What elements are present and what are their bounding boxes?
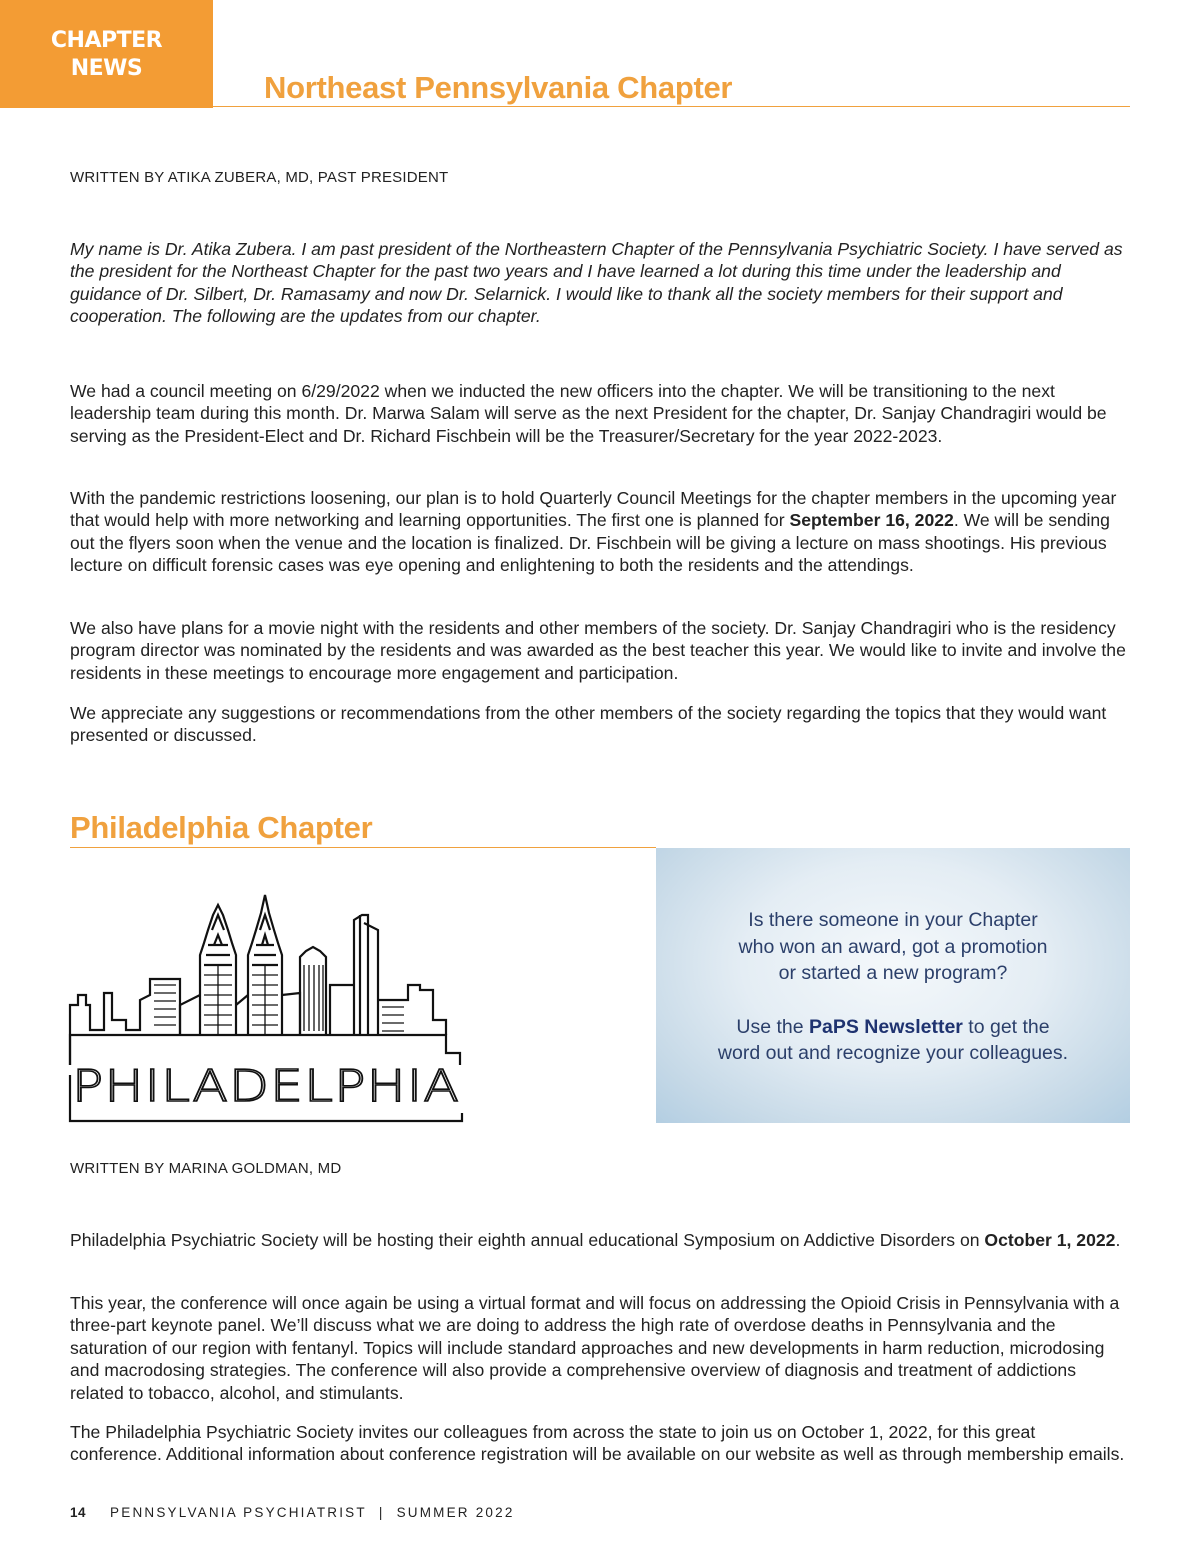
chapter-news-tab bbox=[0, 0, 213, 108]
tab-line-1: CHAPTER bbox=[50, 28, 163, 53]
promo-spacer bbox=[656, 987, 1130, 1014]
newsletter-promo-box bbox=[656, 848, 1130, 1123]
promo-line-2: who won an award, got a promotion bbox=[738, 935, 1048, 958]
promo-line-4 bbox=[656, 1014, 1130, 1041]
promo-line-3: or started a new program? bbox=[778, 962, 1008, 984]
philadelphia-skyline-logo bbox=[68, 885, 468, 1125]
philadelphia-title: Philadelphia Chapter bbox=[70, 810, 373, 845]
promo-newsletter-name: PaPS Newsletter bbox=[808, 1015, 963, 1038]
philadelphia-p1-date: October 1, 2022 bbox=[984, 1230, 1116, 1250]
philadelphia-paragraph-1 bbox=[70, 1229, 1132, 1251]
issue-name: SUMMER 2022 bbox=[396, 1505, 515, 1520]
philadelphia-p1-text-b: . bbox=[1115, 1230, 1121, 1250]
philadelphia-p1-text-a: Philadelphia Psychiatric Society will be hosting their eighth annual educational Symposium on Addictive Disorders on bbox=[70, 1230, 985, 1250]
page-footer bbox=[70, 1505, 515, 1520]
philadelphia-paragraph-2: This year, the conference will once again be using a virtual format and will focus on addressing the Opioid Crisis in Pennsylvania with a three-part keynote panel. We’ll discuss what we are doing to address the high rate of overdose deaths in Pennsylvania and the saturation of our region with fentanyl. Topics will include standard approaches and new developments in harm reduction, microdosing and macrodosing strategies. The conference will also provide a comprehensive overview of diagnosis and treatment of addictions related to tobacco, alcohol, and stimulants. bbox=[70, 1293, 1120, 1403]
philadelphia-byline: WRITTEN BY MARINA GOLDMAN, MD bbox=[70, 1160, 342, 1177]
northeast-title-rule bbox=[213, 106, 1130, 107]
tab-line-2: NEWS bbox=[70, 56, 143, 81]
footer-separator: | bbox=[378, 1505, 385, 1520]
promo-line-4-b: to get the bbox=[962, 1015, 1050, 1038]
promo-line-4-a: Use the bbox=[736, 1015, 809, 1038]
northeast-paragraph-2 bbox=[70, 487, 1132, 577]
northeast-p2-date: September 16, 2022 bbox=[789, 510, 954, 531]
promo-line-5: word out and recognize your colleagues. bbox=[717, 1042, 1069, 1064]
publication-name: PENNSYLVANIA PSYCHIATRIST bbox=[110, 1505, 367, 1520]
northeast-p2-text-a: With the pandemic restrictions loosening, our plan is to hold Quarterly Council Meetings for the chapter members in the upcoming year that would help with more networking and learning opportunities. The first one is planned for bbox=[70, 488, 1117, 531]
philadelphia-paragraph-3: The Philadelphia Psychiatric Society invites our colleagues from across the state to join us on October 1, 2022, for this great conference. Additional information about conference registration will be available on our website as well as through membership emails. bbox=[70, 1422, 1125, 1465]
northeast-intro: My name is Dr. Atika Zubera. I am past president of the Northeastern Chapter of the Pennsylvania Psychiatric Society. I have served as the president for the Northeast Chapter for the past two years and I have learned a lot during this time under the leadership and guidance of Dr. Silbert, Dr. Ramasamy and now Dr. Selarnick. I would like to thank all the society members for their support and cooperation. The following are the updates from our chapter. bbox=[70, 239, 1123, 327]
northeast-paragraph-1: We had a council meeting on 6/29/2022 when we inducted the new officers into the chapter. We will be transitioning to the next leadership team during this month. Dr. Marwa Salam will serve as the next President for the chapter, Dr. Sanjay Chandragiri would be serving as the President-Elect and Dr. Richard Fischbein will be the Treasurer/Secretary for the year 2022-2023. bbox=[70, 381, 1107, 446]
promo-line-1: Is there someone in your Chapter bbox=[748, 909, 1038, 931]
northeast-byline: WRITTEN BY ATIKA ZUBERA, MD, PAST PRESIDENT bbox=[70, 169, 449, 186]
page-number: 14 bbox=[70, 1505, 87, 1520]
northeast-paragraph-4: We appreciate any suggestions or recommendations from the other members of the society regarding the topics that they would want presented or discussed. bbox=[70, 703, 1107, 746]
northeast-title: Northeast Pennsylvania Chapter bbox=[264, 70, 733, 105]
philadelphia-logo-text: PHILADELPHIA bbox=[72, 1061, 460, 1112]
philadelphia-title-rule bbox=[70, 847, 656, 848]
northeast-paragraph-3: We also have plans for a movie night with the residents and other members of the society. Dr. Sanjay Chandragiri who is the residency program director was nominated by the residents and was awarded as the best teacher this year. We would like to invite and involve the residents in these meetings to encourage more engagement and participation. bbox=[70, 618, 1126, 683]
northeast-p2-text-b: . We will be sending out the flyers soon when the venue and the location is finalized. Dr. Fischbein will be giving a lecture on mass shootings. His previous lecture on difficult forensic cases was eye opening and enlightening to both the residents and the attendings. bbox=[70, 510, 1110, 576]
